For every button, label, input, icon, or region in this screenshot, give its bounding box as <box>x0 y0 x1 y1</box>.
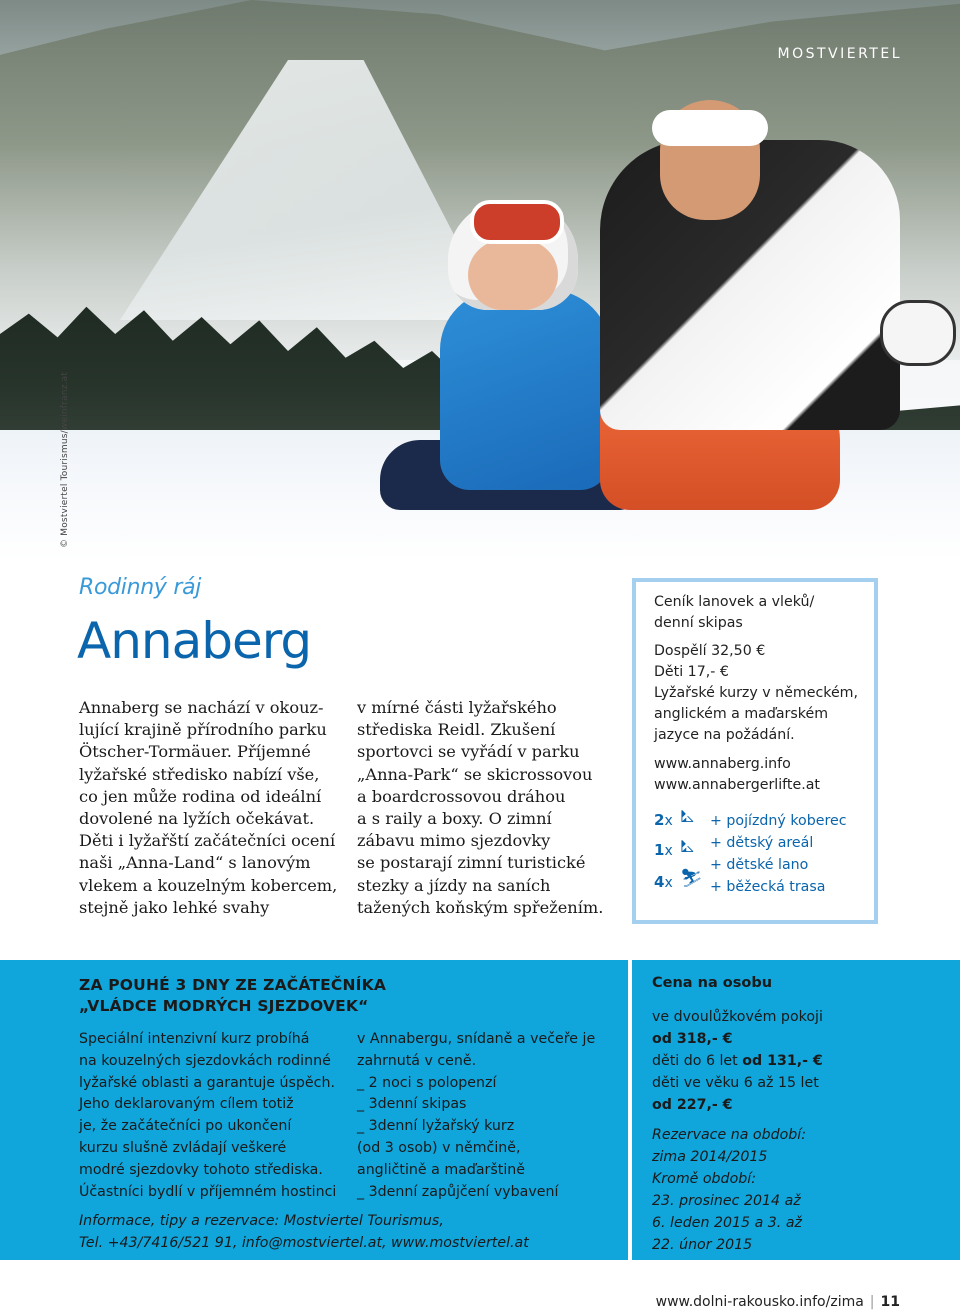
price-per-person-list <box>652 1006 823 1116</box>
footer-separator: | <box>869 1294 875 1310</box>
article-column-1: Annaberg se nachází v okouz- lující krajině přírodního parku Ötscher-Tormäuer. Příjemné lyžařské středisko nabízí vše, co jen může rodina od ideální dovolené na lyžích očekávat. Děti i lyžařští začátečníci ocení naši „Anna-Land“ s lanovým vlekem a kouzelným kobercem, stejně jako lehké svahy <box>79 698 338 917</box>
price-list: Dospělí 32,50 € Děti 17,- € Lyžařské kurzy v německém, anglickém a maďarském jazyce na požádání. <box>654 643 859 743</box>
lift-summary <box>654 806 858 900</box>
lift-count: 4x <box>654 873 673 891</box>
offer-text-2: v Annabergu, snídaně a večeře je zahrnutá v ceně. _ 2 noci s polopenzí _ 3denní skipas _ 3denní lyžařský kurz (od 3 osob) v němčině, angličtině a maďarštině _ 3denní zapůjčení vybavení <box>357 1031 596 1200</box>
footer-url[interactable]: www.dolni-rakousko.info/zima <box>655 1294 864 1310</box>
photo-credit: © Mostviertel Tourismus/weinfranz.at <box>60 371 70 548</box>
lift-count: 1x <box>654 841 673 859</box>
child-jacket <box>440 290 610 490</box>
child-goggles <box>470 200 564 244</box>
section-tag: MOSTVIERTEL <box>777 46 902 62</box>
offer-text-1: Speciální intenzivní kurz probíhá na kouzelných sjezdovkách rodinné lyžařské oblasti a garantuje úspěch. Jeho deklarovaným cílem totiž je, že začátečníci po ukončení kurzu slušně zvládají veškeré modré sjezdovky tohoto střediska. Účastníci bydlí v příjemném hostinci <box>79 1031 337 1200</box>
page-footer <box>656 1294 900 1310</box>
lift-count: 2x <box>654 811 673 829</box>
booking-period: Rezervace na období: zima 2014/2015 Kromě období: 23. prosinec 2014 až 6. leden 2015 a 3. až 22. únor 2015 <box>652 1127 807 1253</box>
offer-contact-info: Informace, tipy a rezervace: Mostviertel Tourismus, Tel. +43/7416/521 91, info@mostviertel.at, www.mostviertel.at <box>79 1213 529 1251</box>
price-line: děti do 6 let od 131,- € <box>652 1053 823 1069</box>
price-line: od 318,- € <box>652 1031 733 1047</box>
article-title: Annaberg <box>77 612 312 670</box>
chairlift-icon: ⛡ <box>680 806 694 827</box>
page-number: 11 <box>880 1294 900 1310</box>
draglift-icon: ⛷ <box>680 868 703 889</box>
man-glove <box>880 300 956 366</box>
price-line: od 227,- € <box>652 1097 733 1113</box>
price-box-heading: Ceník lanovek a vleků/ denní skipas <box>654 594 815 631</box>
website-links[interactable]: www.annaberg.info www.annabergerlifte.at <box>654 756 820 793</box>
price-line: děti ve věku 6 až 15 let <box>652 1075 819 1091</box>
price-line: ve dvoulůžkovém pokoji <box>652 1009 823 1025</box>
price-per-person-title: Cena na osobu <box>652 975 773 991</box>
article-column-2: v mírné části lyžařského střediska Reidl. Zkušení sportovci se vyřádí v parku „Anna-Park“ se skicrossovou a boardcrossovou dráhou a s raily a boxy. O zimní zábavu mimo sjezdovky se postarají zimní turistické stezky a jízdy na saních tažených koňským spřežením. <box>357 698 604 917</box>
gondola-icon: ⛡ <box>680 836 694 857</box>
child-face <box>468 240 558 310</box>
offer-heading: ZA POUHÉ 3 DNY ZE ZAČÁTEČNÍKA „VLÁDCE MODRÝCH SJEZDOVEK“ <box>79 976 387 1015</box>
lift-extras: + pojízdný koberec + dětský areál + dětské lano + běžecká trasa <box>710 813 847 895</box>
banner-divider <box>628 960 632 1260</box>
article-subtitle: Rodinný ráj <box>79 575 202 600</box>
price-box <box>632 578 878 924</box>
hero-photo <box>0 0 960 560</box>
man-headband <box>652 110 768 146</box>
